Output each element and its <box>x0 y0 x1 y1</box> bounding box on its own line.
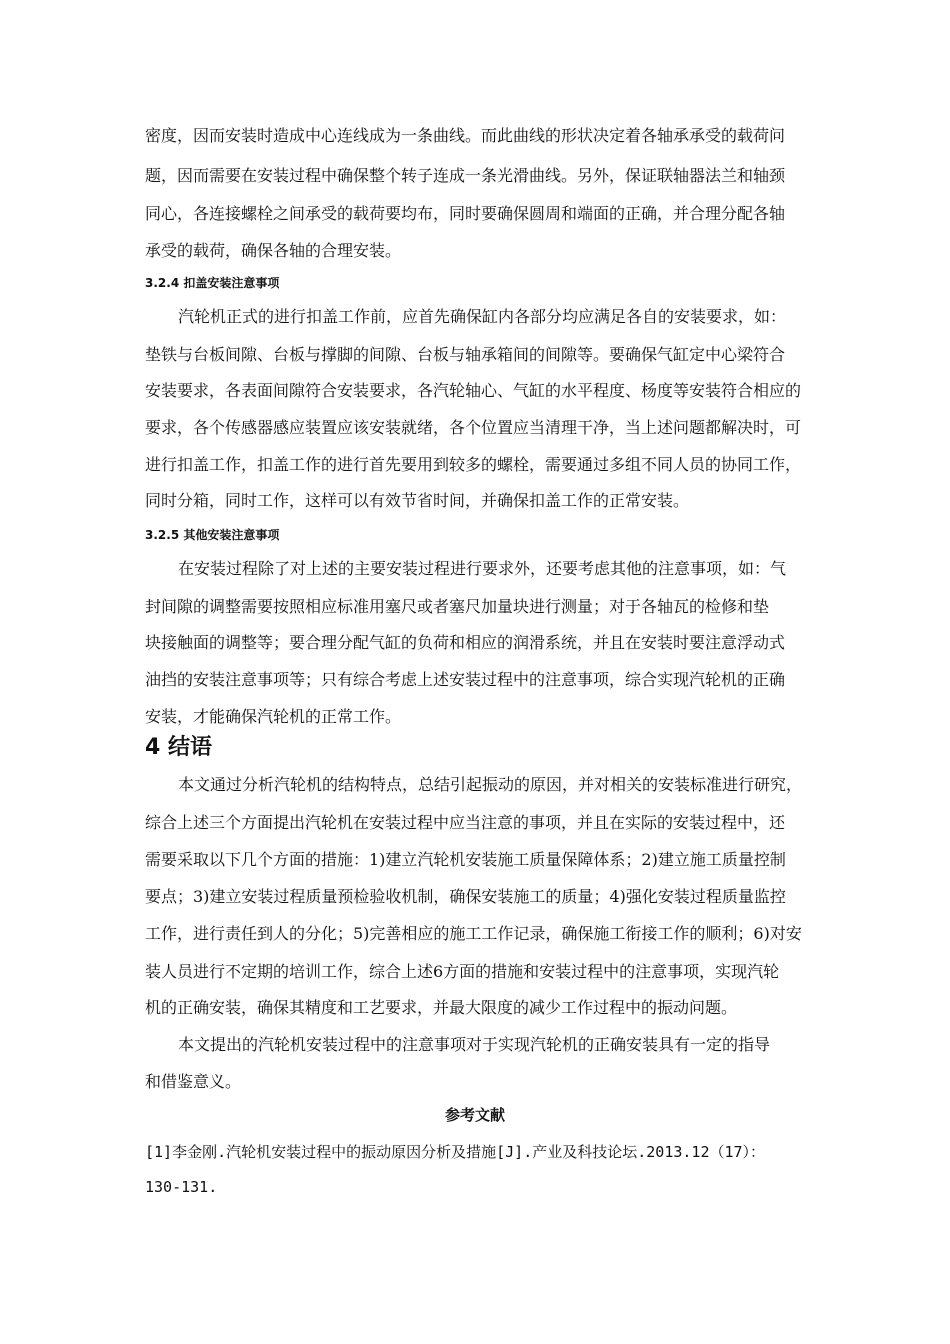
sec4-p1-line-5: 工作，进行责任到人的分化；5)完善相应的施工工作记录，确保施工衔接工作的顺利；6)对安 <box>145 924 802 943</box>
sec324-line-6: 同时分箱，同时工作，这样可以有效节省时间，并确保扣盖工作的正常安装。 <box>145 491 690 510</box>
sec324-line-1: 汽轮机正式的进行扣盖工作前，应首先确保缸内各部分均应满足各自的安装要求，如： <box>178 307 787 326</box>
reference-item-line-1: [1]李金刚.汽轮机安装过程中的振动原因分析及措施[J].产业及科技论坛.2013.12（17）： <box>145 1143 766 1161</box>
para1-line-4: 承受的载荷，确保各轴的合理安装。 <box>145 241 402 260</box>
heading-3-2-4: 3.2.4 扣盖安装注意事项 <box>145 276 280 290</box>
heading-3-2-5: 3.2.5 其他安装注意事项 <box>145 528 280 542</box>
sec4-p2-line-1: 本文提出的汽轮机安装过程中的注意事项对于实现汽轮机的正确安装具有一定的指导 <box>178 1035 771 1054</box>
sec325-line-1: 在安装过程除了对上述的主要安装过程进行要求外，还要考虑其他的注意事项，如：气 <box>178 559 787 578</box>
sec4-p1-line-2: 综合上述三个方面提出汽轮机在安装过程中应当注意的事项，并且在实际的安装过程中，还 <box>145 813 786 832</box>
sec4-p1-line-1: 本文通过分析汽轮机的结构特点，总结引起振动的原因，并对相关的安装标准进行研究， <box>178 775 803 794</box>
sec325-line-4: 油挡的安装注意事项等；只有综合考虑上述安装过程中的注意事项，综合实现汽轮机的正确 <box>145 670 786 689</box>
sec4-p1-line-6: 装人员进行不定期的培训工作，综合上述6方面的措施和安装过程中的注意事项，实现汽轮 <box>145 962 780 981</box>
sec324-line-4: 要求，各个传感器感应装置应该安装就绪，各个位置应当清理干净，当上述问题都解决时，可 <box>145 418 802 437</box>
sec4-p2-line-2: 和借鉴意义。 <box>145 1072 242 1091</box>
para1-line-1: 密度，因而安装时造成中心连线成为一条曲线。而此曲线的形状决定着各轴承承受的载荷问 <box>145 126 786 145</box>
sec324-line-2: 垫铁与台板间隙、台板与撑脚的间隙、台板与轴承箱间的间隙等。要确保气缸定中心梁符合 <box>145 345 786 364</box>
references-title: 参考文献 <box>444 1106 505 1124</box>
sec325-line-5: 安装，才能确保汽轮机的正常工作。 <box>145 707 402 726</box>
sec325-line-3: 块接触面的调整等；要合理分配气缸的负荷和相应的润滑系统，并且在安装时要注意浮动式 <box>145 633 786 652</box>
para1-line-2: 题，因而需要在安装过程中确保整个转子连成一条光滑曲线。另外，保证联轴器法兰和轴颈 <box>145 166 786 185</box>
para1-line-3: 同心，各连接螺栓之间承受的载荷要均布，同时要确保圆周和端面的正确，并合理分配各轴 <box>145 204 786 223</box>
sec4-p1-line-7: 机的正确安装，确保其精度和工艺要求，并最大限度的减少工作过程中的振动问题。 <box>145 998 738 1017</box>
sec325-line-2: 封间隙的调整需要按照相应标准用塞尺或者塞尺加量块进行测量；对于各轴瓦的检修和垫 <box>145 597 770 616</box>
heading-4-conclusion: 4 结语 <box>145 735 212 760</box>
sec324-line-3: 安装要求，各表面间隙符合安装要求，各汽轮轴心、气缸的水平程度、杨度等安装符合相应的 <box>145 381 802 400</box>
sec4-p1-line-3: 需要采取以下几个方面的措施：1)建立汽轮机安装施工质量保障体系；2)建立施工质量控制 <box>145 850 786 869</box>
sec4-p1-line-4: 要点；3)建立安装过程质量预检验收机制，确保安装施工的质量；4)强化安装过程质量监控 <box>145 887 786 906</box>
reference-item-line-2: 130-131. <box>145 1178 218 1196</box>
sec324-line-5: 进行扣盖工作，扣盖工作的进行首先要用到较多的螺栓，需要通过多组不同人员的协同工作， <box>145 455 802 474</box>
